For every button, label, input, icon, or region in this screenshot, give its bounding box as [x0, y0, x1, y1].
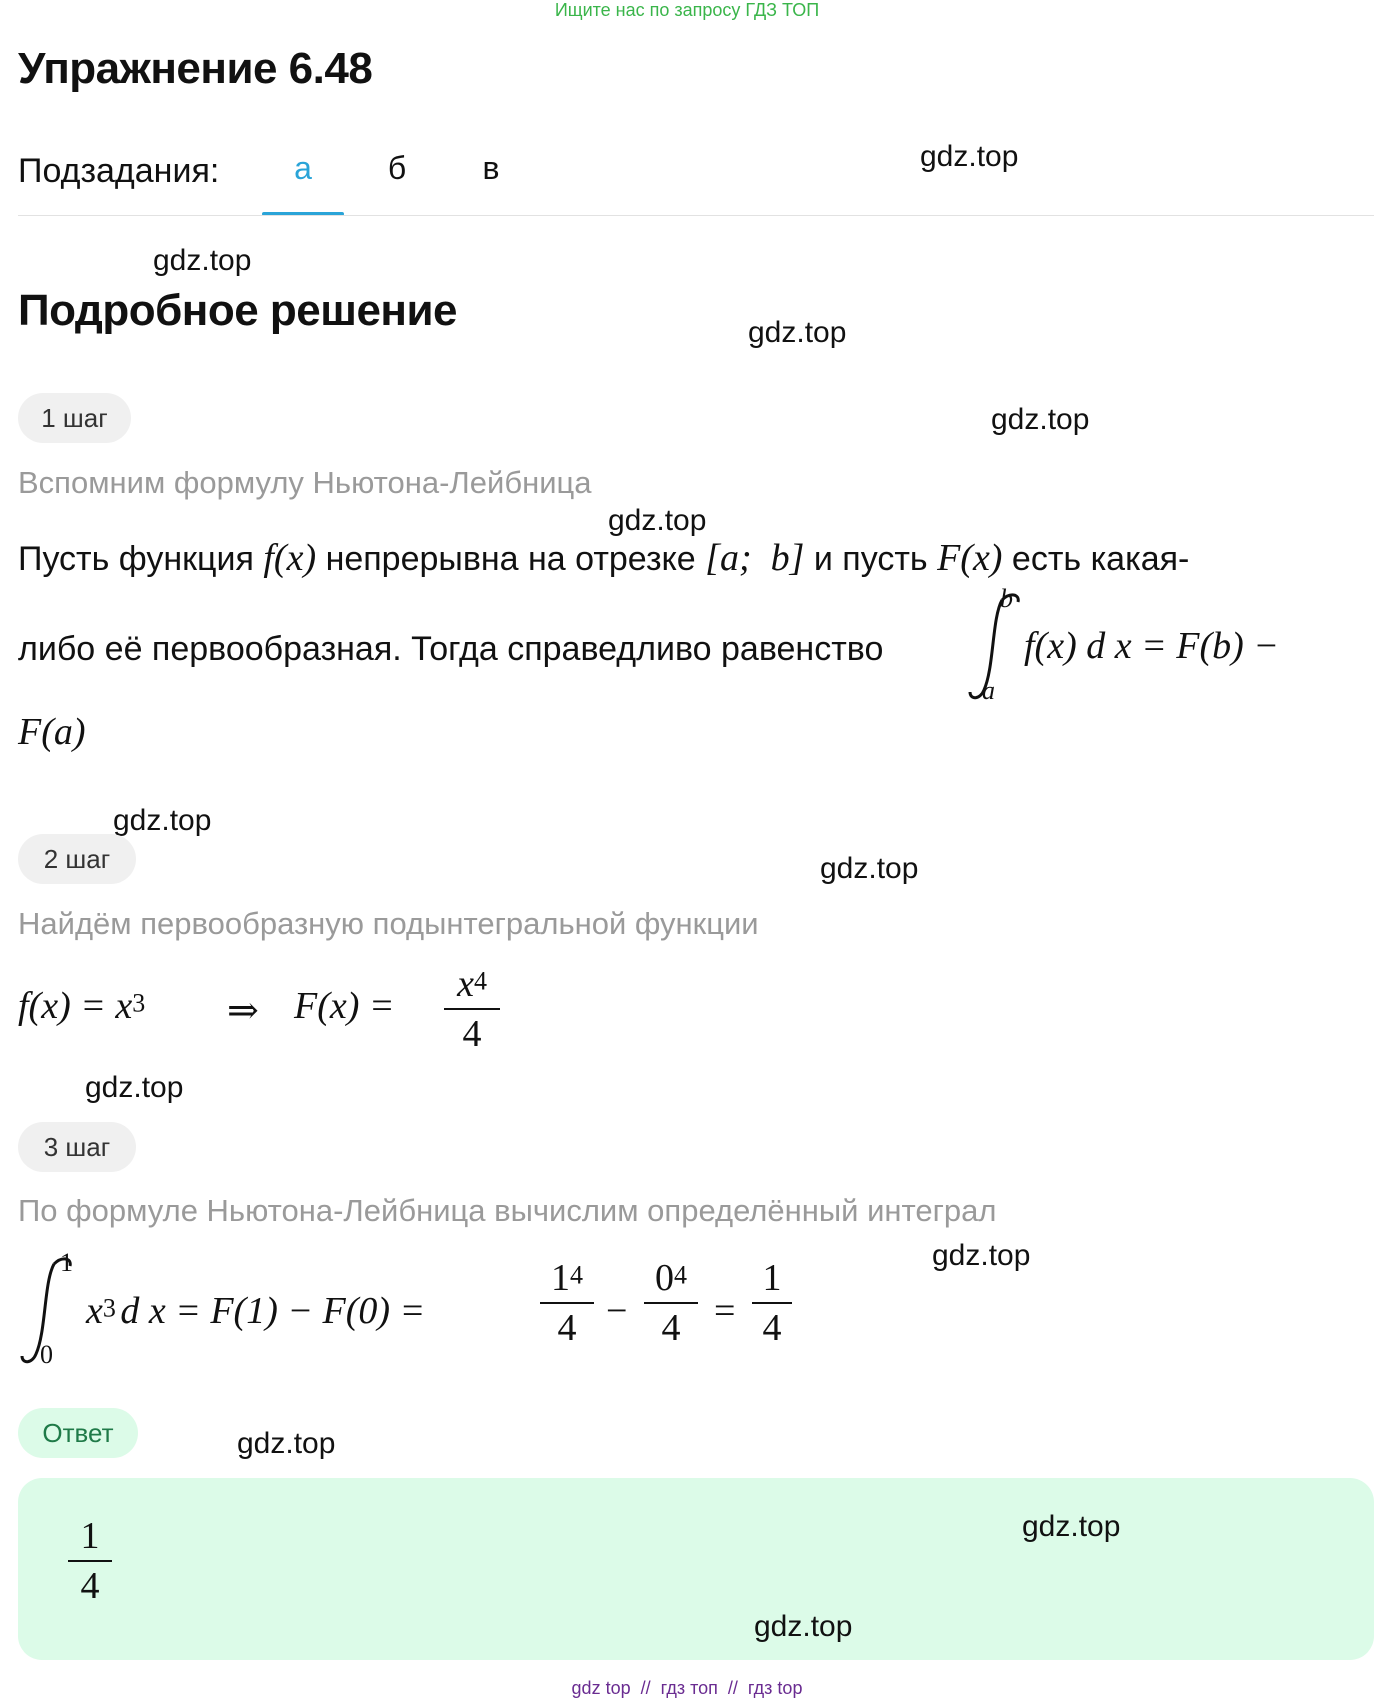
answer-fraction: [68, 1514, 112, 1608]
step-1-text-line2: либо её первообразная. Тогда справедливо равенство: [18, 630, 884, 668]
integral-lower: a: [982, 676, 995, 705]
watermark: gdz.top: [1022, 1510, 1121, 1543]
tab-subtask-v[interactable]: в: [482, 150, 500, 186]
integrand: x: [86, 1290, 103, 1332]
fraction-bar: [752, 1302, 792, 1304]
watermark: gdz.top: [991, 403, 1090, 436]
formula-left: f(x) = x: [18, 985, 133, 1027]
tab-subtask-b[interactable]: б: [387, 150, 407, 186]
step-2-caption: Найдём первообразную подынтегральной функции: [18, 906, 759, 941]
frac2-den: 4: [661, 1307, 681, 1349]
section-title: Подробное решение: [18, 286, 458, 335]
page-title: Упражнение 6.48: [18, 44, 373, 93]
fraction-bar: [444, 1008, 500, 1010]
frac2-exponent: 4: [674, 1260, 687, 1290]
math-interval: [a; b]: [705, 537, 805, 579]
formula-exponent: 3: [132, 988, 146, 1018]
text-fragment: Пусть функция: [18, 540, 254, 578]
answer-box: [18, 1478, 1374, 1660]
integral-lower: 0: [40, 1340, 53, 1369]
fraction-x4-over-4: [444, 962, 500, 1056]
frac-num: x: [457, 963, 474, 1005]
formula-right: F(x) =: [294, 985, 395, 1027]
step-1-caption: Вспомним формулу Ньютона-Лейбница: [18, 465, 592, 500]
integrand-exponent: 3: [102, 1293, 116, 1323]
answer-den: 4: [80, 1565, 100, 1607]
watermark: gdz.top: [748, 316, 847, 349]
watermark: gdz.top: [920, 140, 1019, 173]
fraction-3: [752, 1256, 792, 1350]
text-fragment: непрерывна на отрезке: [325, 540, 696, 578]
frac-den: 4: [462, 1013, 482, 1055]
text-fragment: есть какая-: [1011, 540, 1190, 578]
integral-upper: b: [1000, 584, 1013, 613]
math-Fx: F(x): [937, 537, 1003, 579]
equals-sign: =: [714, 1290, 736, 1332]
integral-upper: 1: [60, 1248, 73, 1277]
tabs-divider: [18, 215, 1374, 216]
math-Fa: F(a): [18, 711, 86, 753]
frac2-num: 0: [655, 1257, 674, 1299]
tab-subtask-a[interactable]: а: [294, 150, 312, 186]
step-3-caption: По формуле Ньютона-Лейбница вычислим определённый интеграл: [18, 1193, 997, 1228]
integral-rest: d x = F(1) − F(0) =: [120, 1290, 426, 1332]
text-fragment: и пусть: [813, 540, 928, 578]
watermark: gdz.top: [820, 852, 919, 885]
watermark: gdz.top: [153, 244, 252, 277]
frac3-den: 4: [762, 1307, 782, 1349]
step-2-formula: [18, 984, 145, 1028]
minus-sign: −: [606, 1290, 628, 1332]
top-note: Ищите нас по запросу ГДЗ ТОП: [554, 0, 820, 20]
frac1-den: 4: [557, 1307, 577, 1349]
fraction-bar: [644, 1302, 698, 1304]
frac1-exponent: 4: [570, 1260, 583, 1290]
answer-num: 1: [80, 1515, 100, 1557]
fraction-1: [540, 1256, 594, 1350]
fraction-bar: [540, 1302, 594, 1304]
integral-sign: [962, 588, 1032, 713]
watermark: gdz.top: [85, 1071, 184, 1104]
integral-glyph: [962, 588, 1032, 708]
step-1-chip: 1 шаг: [18, 393, 131, 443]
fraction-2: [644, 1256, 698, 1350]
watermark: gdz.top: [932, 1239, 1031, 1272]
step-2-chip: 2 шаг: [18, 834, 136, 884]
subtasks-label: Подзадания:: [18, 152, 220, 190]
implies-arrow: ⇒: [227, 990, 259, 1032]
footer-links[interactable]: gdz top // гдз топ // гдз top: [571, 1678, 803, 1698]
watermark: gdz.top: [754, 1610, 853, 1643]
watermark: gdz.top: [608, 504, 707, 537]
integral-expression: f(x) d x = F(b) −: [1024, 625, 1279, 667]
step-3-chip: 3 шаг: [18, 1122, 136, 1172]
step-1-text: [18, 536, 1189, 580]
fraction-bar: [68, 1560, 112, 1562]
step-3-expression: [86, 1289, 425, 1333]
frac-num-exponent: 4: [473, 966, 487, 996]
math-fx: f(x): [263, 537, 317, 579]
watermark: gdz.top: [237, 1427, 336, 1460]
frac3-num: 1: [762, 1257, 782, 1299]
watermark: gdz.top: [113, 804, 212, 837]
answer-chip: Ответ: [18, 1408, 138, 1458]
frac1-num: 1: [551, 1257, 570, 1299]
